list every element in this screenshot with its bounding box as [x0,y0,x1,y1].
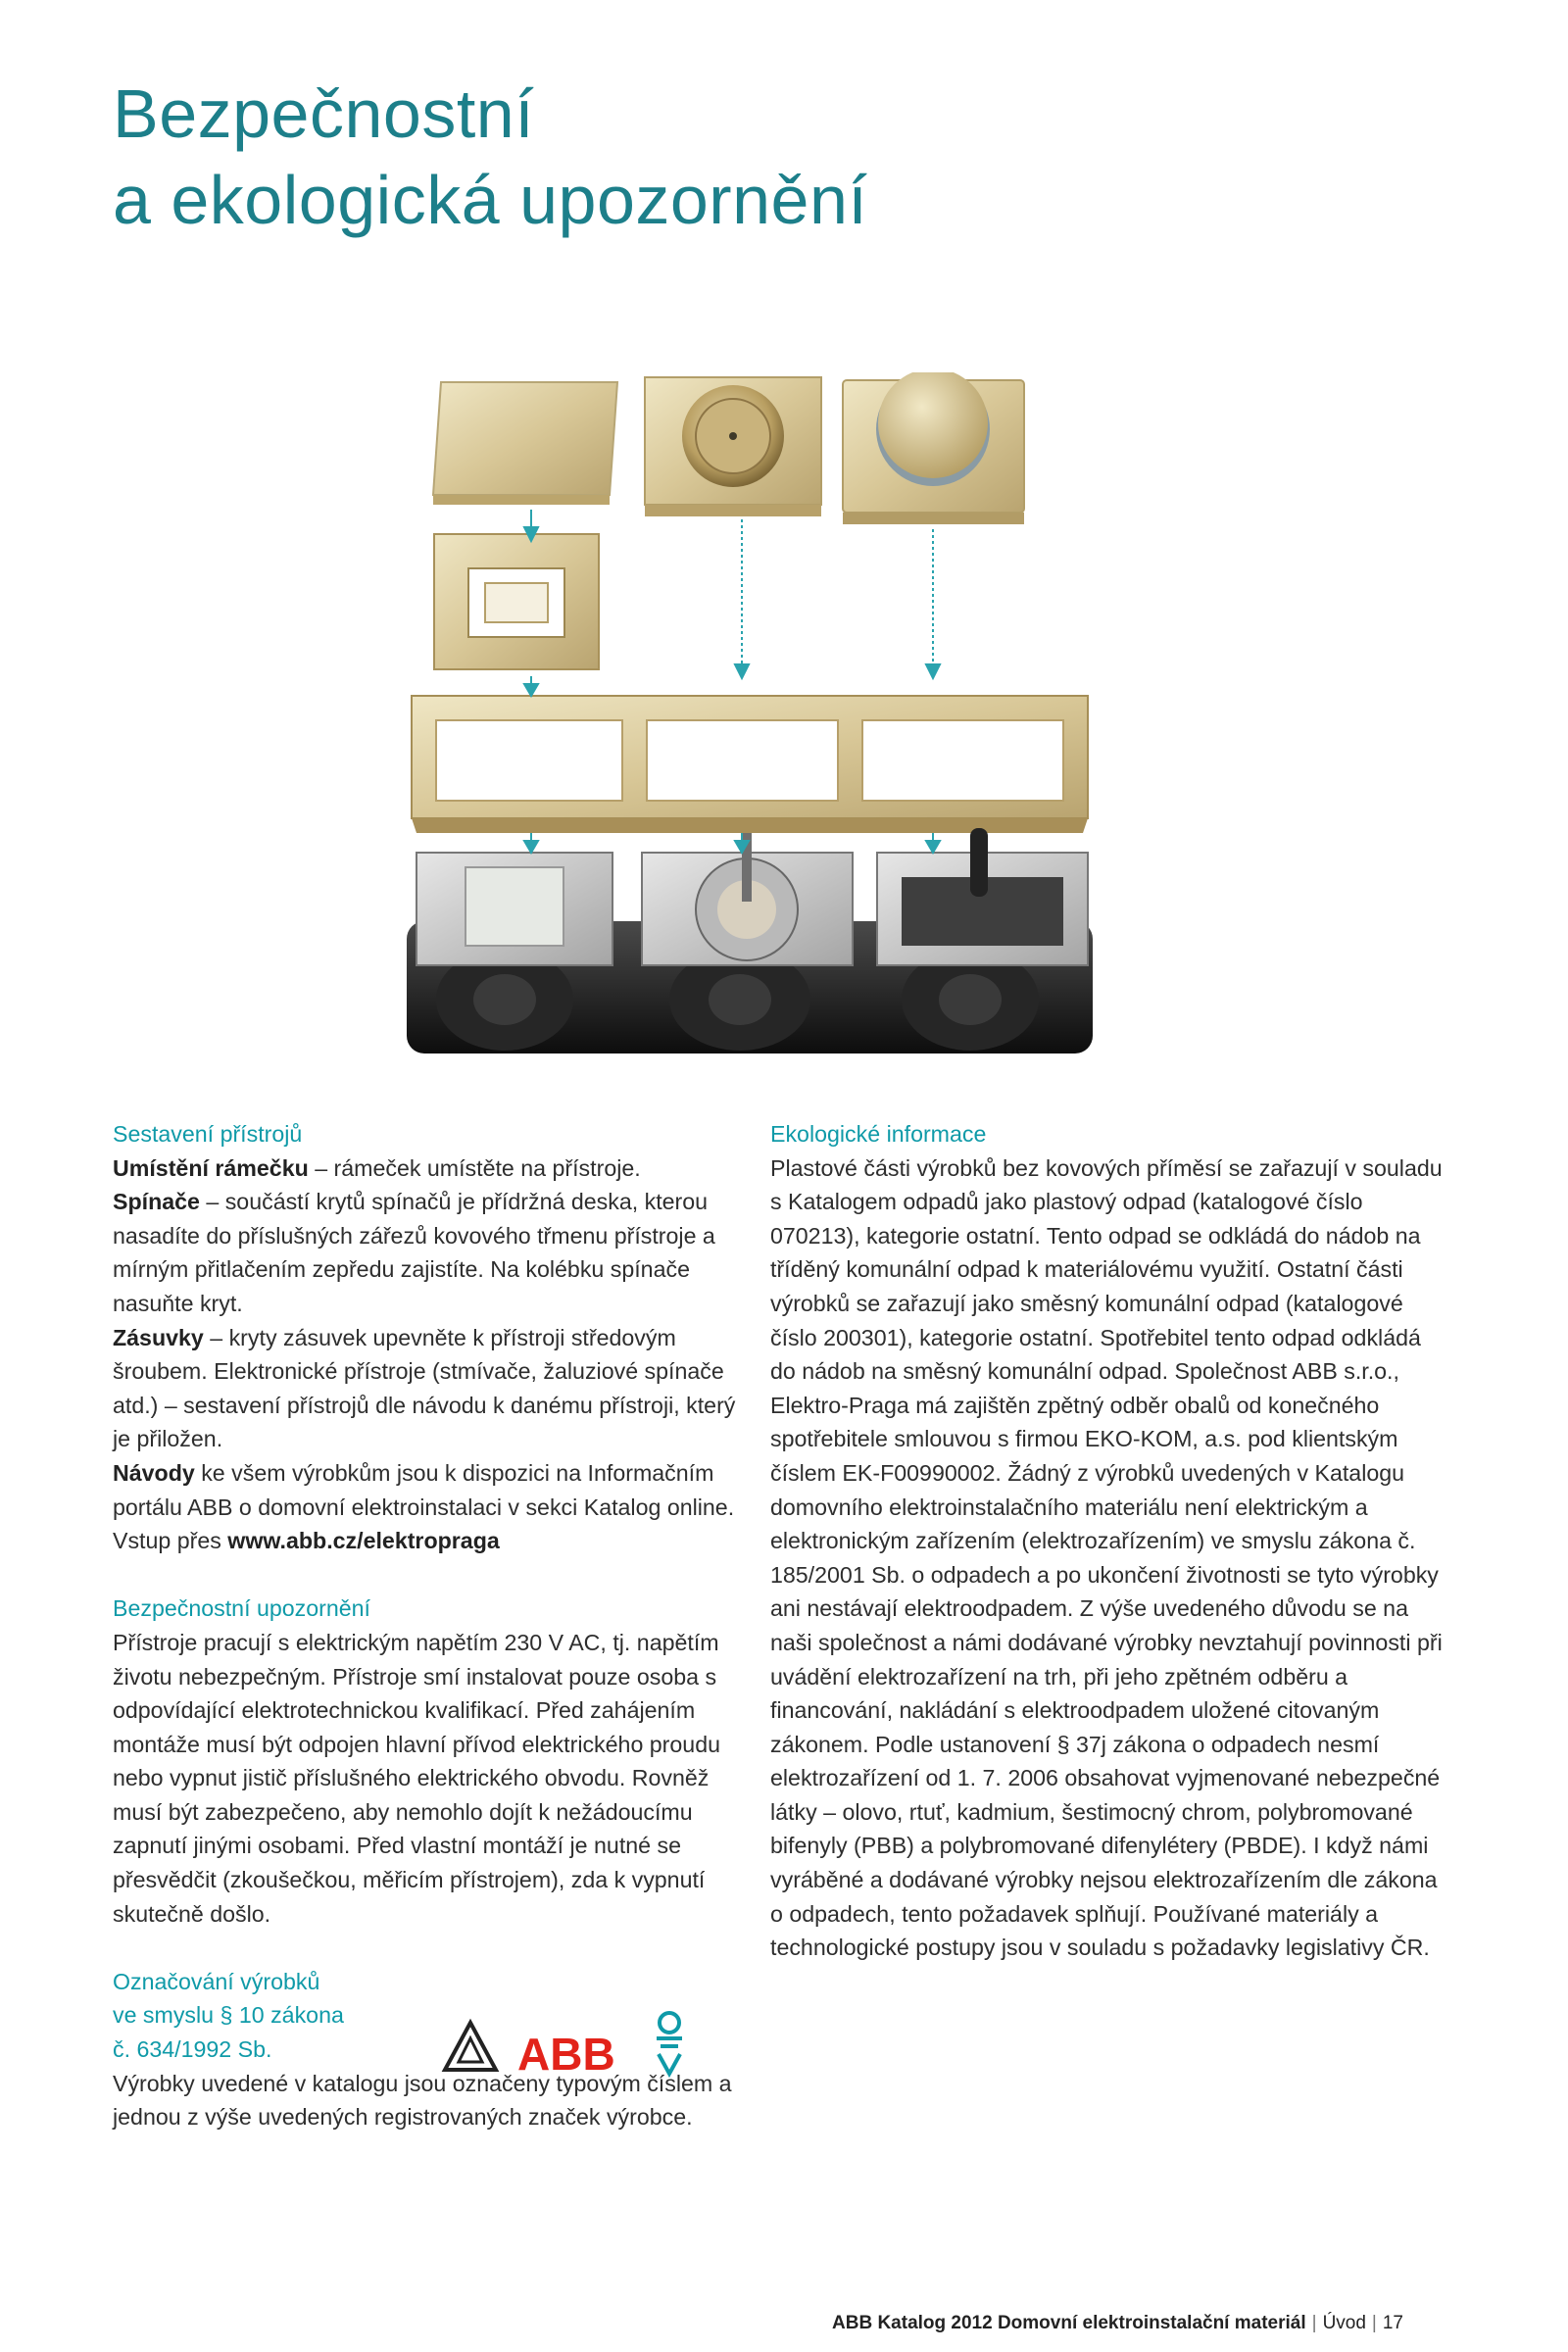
footer-separator: | [1311,2313,1317,2333]
frame-term: Umístění rámečku [113,1154,309,1181]
assembly-title: Sestavení přístrojů [113,1121,303,1147]
socket-paragraph [113,1321,740,1456]
frame-text: – rámeček umístěte na přístroje. [308,1154,641,1181]
entry-url-link[interactable]: www.abb.cz/elektropraga [227,1528,500,1554]
assembly-illustration [392,372,1107,1078]
eco-title: Ekologické informace [770,1121,987,1147]
socket-text: – kryty zásuvek upevněte k přístroji středovým šroubem. Elektronické přístroje (stmívače, žaluziové spínače atd.) – sestavení přístrojů dle návodu k danému přístroji, který je přiložen. [113,1324,736,1452]
marking-title-line-1: Označování výrobků [113,1968,320,1994]
title-line-2: a ekologická upozornění [113,162,868,238]
manual-text: ke všem výrobkům jsou k dispozici na Informačním portálu ABB o domovní elektroinstalaci v sekci Katalog online. [113,1459,735,1520]
dimmer-cover [843,372,1024,524]
entry-text: Vstup přes [113,1528,228,1554]
mechanisms [407,828,1093,1054]
footer-section: Úvod [1322,2313,1366,2333]
safety-title: Bezpečnostní upozornění [113,1595,370,1622]
manual-term: Návody [113,1459,195,1486]
marking-title-line-3: č. 634/1992 Sb. [113,2036,272,2063]
eco-text: Plastové části výrobků bez kovových příměsí se zařazují v souladu s Katalogem odpadů jako plastový odpad (katalogové číslo 070213), kategorie ostatní. Tento odpad se odkládá do nádob na tříděný komunální odpad k materiálovému využití. Ostatní části výrobků se zařazují jako směsný komunální odpad (katalogové číslo 200301), kategorie ostatní. Spotřebitel tento odpad odkládá do nádob na směsný komunální odpad. Společnost ABB s.r.o., Elektro-Praga má zajištěn zpětný odběr obalů od konečného spotřebitele smlouvou s firmou EKO-KOM, a.s. pod klientským číslem EK-F00990002. Žádný z výrobků uvedených v Katalogu domovního elektroinstalačního materiálu není elektrickým a elektronickým zařízením (elektrozařízením) ve smyslu zákona č. 185/2001 Sb. o odpadech a po ukončení životnosti se tyto výrobky ani nestávají elektroodpadem. Z výše uvedeného důvodu se na naši společnost a námi dodávané výrobky nevztahují povinnosti při uvádění elektrozařízení na trh, při jeho zpětném odběru a financování, nakládání s elektroodpadem uložené citovaným zákonem. Podle ustanovení § 37j zákona o odpadech nesmí elektrozařízení od 1. 7. 2006 obsahovat vyjmenované nebezpečné látky – olovo, rtuť, kadmium, šestimocný chrom, polybromované bifenyly (PBB) a polybromované difenylétery (PBDE). I když námi vyráběné a dodávané výrobky nejsou elektrozařízením dle zákona o odpadech, tento požadavek splňují. Používané materiály a technologické postupy jsou v souladu s požadavky legislativy ČR. [770,1154,1443,1961]
safety-text: Přístroje pracují s elektrickým napětím 230 V AC, tj. napětím životu nebezpečným. Přístroje smí instalovat pouze osoba s odpovídající elektrotechnickou kvalifikací. Před zahájením montáže musí být odpojen hlavní přívod elektrického proudu nebo vypnut jistič příslušného elektrického obvodu. Rovněž musí být zabezpečeno, aby nemohlo dojít k nežádoucímu zapnutí jinými osobami. Před vlastní montáží je nutné se přesvědčit (zkoušečkou, měřicím přístrojem), zda k vypnutí skutečně došlo. [113,1629,720,1927]
page-footer [832,2313,1403,2334]
title-line-1: Bezpečnostní [113,75,535,152]
manual-paragraph [113,1456,740,1524]
entry-paragraph [113,1524,740,1558]
socket-cover [645,377,821,516]
frame-paragraph [113,1152,740,1186]
registered-marks [441,2009,706,2087]
triple-frame [412,696,1088,833]
page-title [113,71,867,243]
marking-text: Výrobky uvedené v katalogu jsou označeny typovým číslem a jednou z výše uvedených registrovaných značek výrobce. [113,2070,732,2131]
abb-logo: ABB [517,2029,615,2080]
page-number: 17 [1382,2313,1403,2333]
switch-text: – součástí krytů spínačů je přídržná deska, kterou nasadíte do příslušných zářezů kovového třmenu přístroje a mírným přitlačením zepředu zajistíte. Na kolébku spínače nasuňte kryt. [113,1189,715,1316]
footer-title: ABB Katalog 2012 Domovní elektroinstalační materiál [832,2313,1306,2333]
intermediate-frame [434,534,599,669]
warning-triangle-icon [445,2023,496,2070]
switch-term: Spínače [113,1189,200,1215]
marking-title-line-2: ve smyslu § 10 zákona [113,2002,344,2029]
socket-term: Zásuvky [113,1324,204,1350]
footer-separator: | [1371,2313,1377,2333]
switch-cover-plate [433,382,617,505]
elektro-praga-icon [657,2013,682,2074]
left-column [113,1117,740,2134]
right-column [770,1117,1446,1965]
switch-paragraph [113,1185,740,1320]
